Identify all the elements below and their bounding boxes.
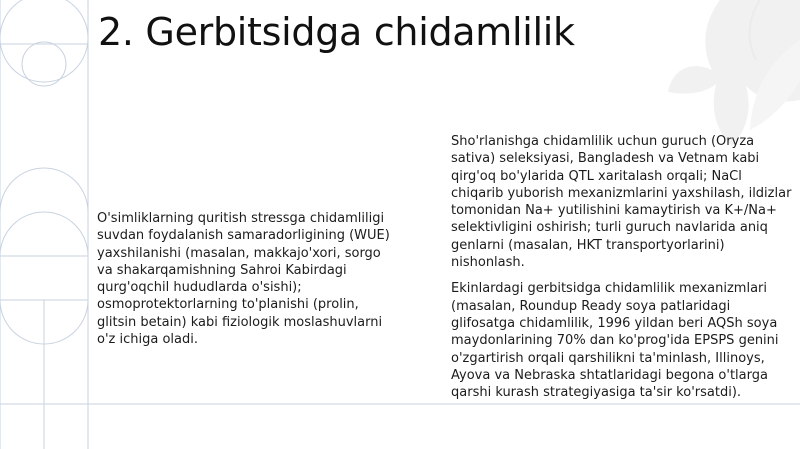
deco-circle-large-icon: [0, 0, 88, 82]
right-column: [451, 133, 796, 401]
deco-circle-small-icon: [22, 42, 66, 86]
right-paragraph-salinity: Sho'rlanishga chidamlilik uchun guruch (Oryza sativa) seleksiyasi, Bangladesh va Vetnam kabi qirg'oq bo'ylarida QTL xaritalash orqali; NaCl chiqarib yuborish mexanizmlarini yaxshilash, ildizlar tomonidan Na+ yutilishini kamaytirish va K+/Na+ selektivligini oshirish; turli guruch navlarida aniq genlarni (masalan, HKT transportyorlarini) nishonlash.: [451, 134, 792, 271]
leaf-decoration-icon: [668, 0, 800, 146]
right-paragraph-herbicide: Ekinlardagi gerbitsidga chidamlilik mexanizmlari (masalan, Roundup Ready soya patlaridagi glifosatga chidamlilik, 1996 yildan beri AQSh soya maydonlarining 70% dan ko'prog'ida EPSPS genini o'zgartirish orqali qarshilikni ta'minlash, Illinoys, Ayova va Nebraska shtatlaridagi begona o'tlarga qarshi kurash strategiyasiga ta'sir ko'rsatdi).: [451, 281, 779, 401]
slide-title: 2. Gerbitsidga chidamlilik: [98, 10, 575, 54]
deco-arc-icon: [0, 168, 88, 212]
left-paragraph: O'simliklarning quritish stressga chidamliligi suvdan foydalanish samaradorligining (WUE) yaxshilanishi (masalan, makkajo'xori, sorgo va shakarqamishning Sahroi Kabirdagi qurg'oqchil hududlarda o'sishi); osmoprotektorlarning to'planishi (prolin, glitsin betain) kabi fiziologik moslashuvlarni o'z ichiga oladi.: [97, 211, 390, 348]
